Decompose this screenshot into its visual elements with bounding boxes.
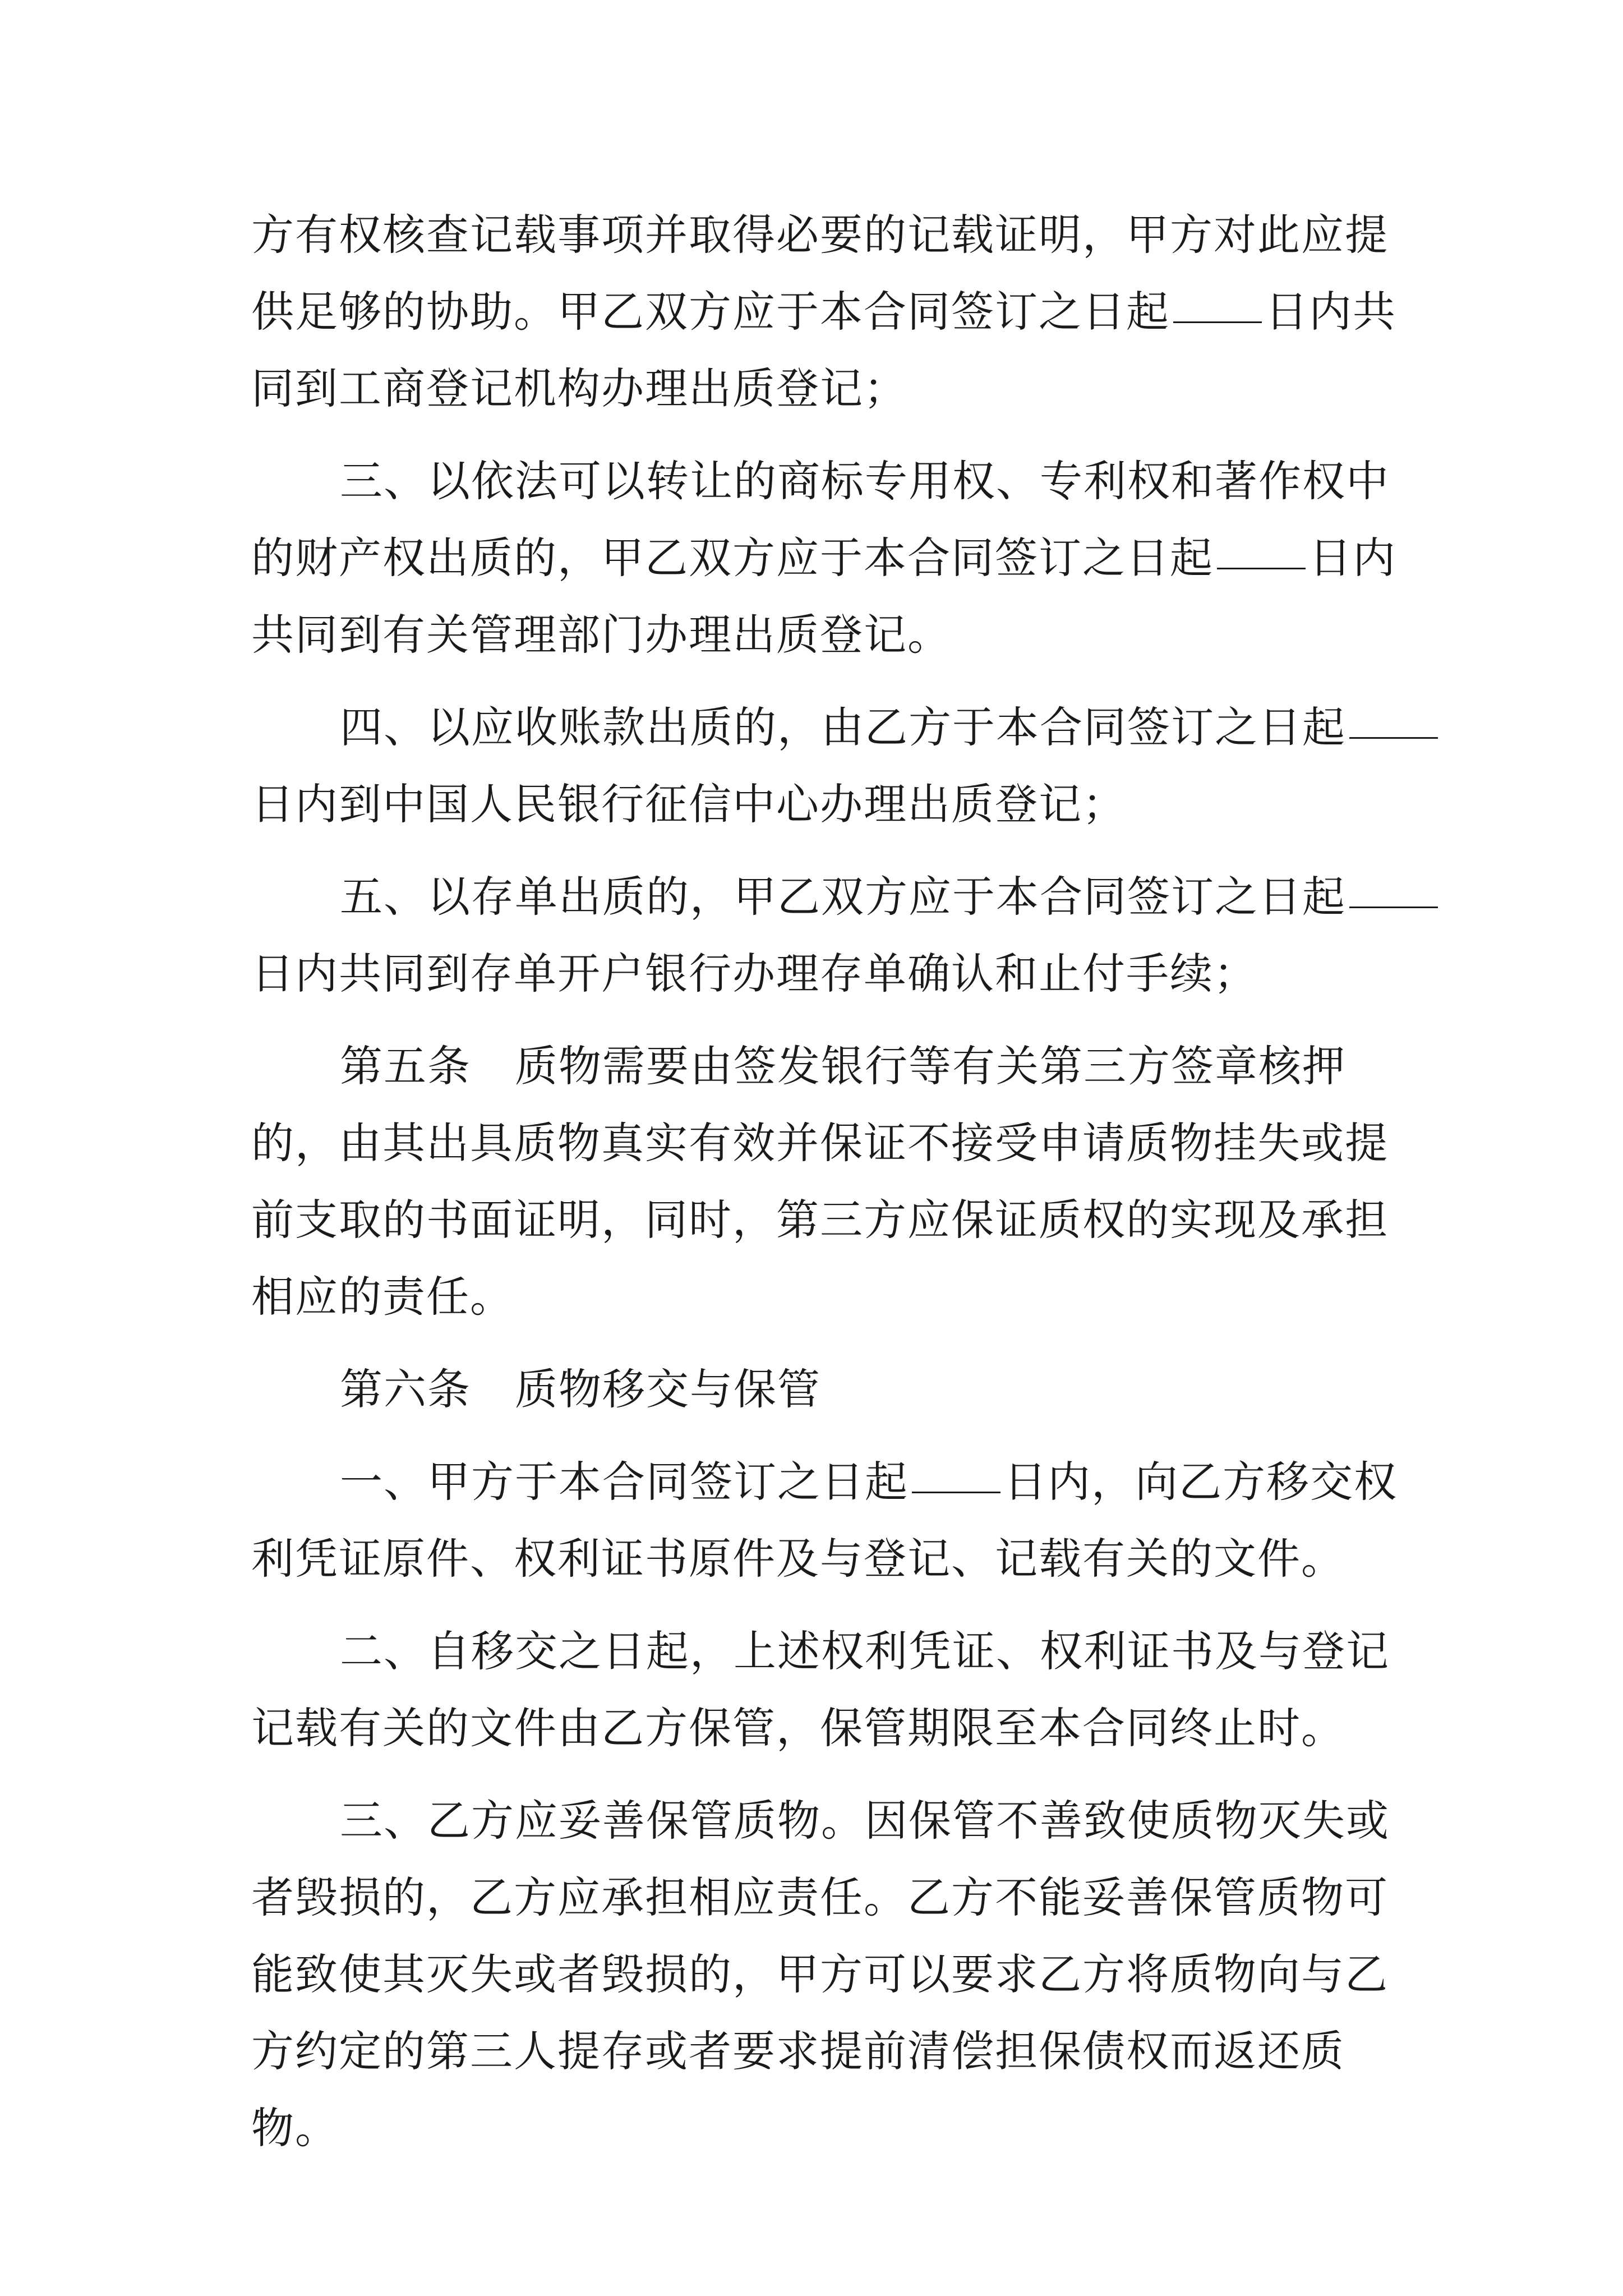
- text-line: 能致使其灭失或者毁损的，甲方可以要求乙方将质物向与乙: [251, 1949, 1389, 1999]
- text-line: 物。: [251, 2103, 339, 2153]
- fill-in-blank: [1217, 567, 1306, 569]
- text-line: 日内到中国人民银行征信中心办理出质登记；: [251, 779, 1126, 829]
- text-line: 一、甲方于本合同签订之日起 日内，向乙方移交权: [340, 1457, 1398, 1507]
- text-line: 同到工商登记机构办理出质登记；: [251, 364, 907, 413]
- fill-in-blank: [1173, 321, 1262, 323]
- paragraph-item-5: [251, 858, 1390, 1012]
- text-line: 记载有关的文件由乙方保管，保管期限至本合同终止时。: [251, 1703, 1345, 1753]
- text-line: 的财产权出质的，甲乙双方应于本合同签订之日起 日内: [251, 533, 1396, 583]
- paragraph-article-5: [251, 1028, 1390, 1335]
- paragraph-a6-item-2: [251, 1613, 1390, 1766]
- paragraph-item-3: [251, 443, 1396, 673]
- text-line: 三、以依法可以转让的商标专用权、专利权和著作权中: [340, 456, 1390, 506]
- paragraph-item-4: [251, 689, 1390, 843]
- paragraph-a6-item-3: [251, 1782, 1390, 2166]
- text-line: 第六条 质物移交与保管: [340, 1364, 821, 1414]
- text-line: 的，由其出具质物真实有效并保证不接受申请质物挂失或提: [251, 1118, 1389, 1168]
- document-page: [251, 196, 1398, 2166]
- text-line: 四、以应收账款出质的，由乙方于本合同签订之日起: [251, 689, 1390, 766]
- text-line: 者毁损的，乙方应承担相应责任。乙方不能妥善保管质物可: [251, 1872, 1389, 1922]
- text-line: 二、自移交之日起，上述权利凭证、权利证书及与登记: [340, 1626, 1390, 1676]
- text-line: 方有权核查记载事项并取得必要的记载证明，甲方对此应提: [251, 210, 1389, 260]
- text-line: 方约定的第三人提存或者要求提前清偿担保债权而返还质: [251, 2026, 1345, 2076]
- text-line: 利凭证原件、权利证书原件及与登记、记载有关的文件。: [251, 1534, 1345, 1584]
- paragraph-continuation: [251, 196, 1396, 427]
- text-line: 前支取的书面证明，同时，第三方应保证质权的实现及承担: [251, 1195, 1389, 1245]
- article-6-heading: [251, 1351, 1390, 1428]
- text-line: 五、以存单出质的，甲乙双方应于本合同签订之日起: [251, 858, 1390, 935]
- fill-in-blank: [912, 1491, 1000, 1493]
- fill-in-blank: [1349, 737, 1438, 739]
- paragraph-a6-item-1: [251, 1443, 1398, 1597]
- text-line: 相应的责任。: [251, 1272, 514, 1322]
- text-line: 日内共同到存单开户银行办理存单确认和止付手续；: [251, 949, 1257, 999]
- text-line: 第五条 质物需要由签发银行等有关第三方签章核押: [340, 1041, 1346, 1091]
- fill-in-blank: [1349, 906, 1438, 908]
- text-line: 三、乙方应妥善保管质物。因保管不善致使质物灭失或: [340, 1796, 1390, 1846]
- text-line: 供足够的协助。甲乙双方应于本合同签订之日起 日内共: [251, 287, 1396, 337]
- text-line: 共同到有关管理部门办理出质登记。: [251, 610, 951, 660]
